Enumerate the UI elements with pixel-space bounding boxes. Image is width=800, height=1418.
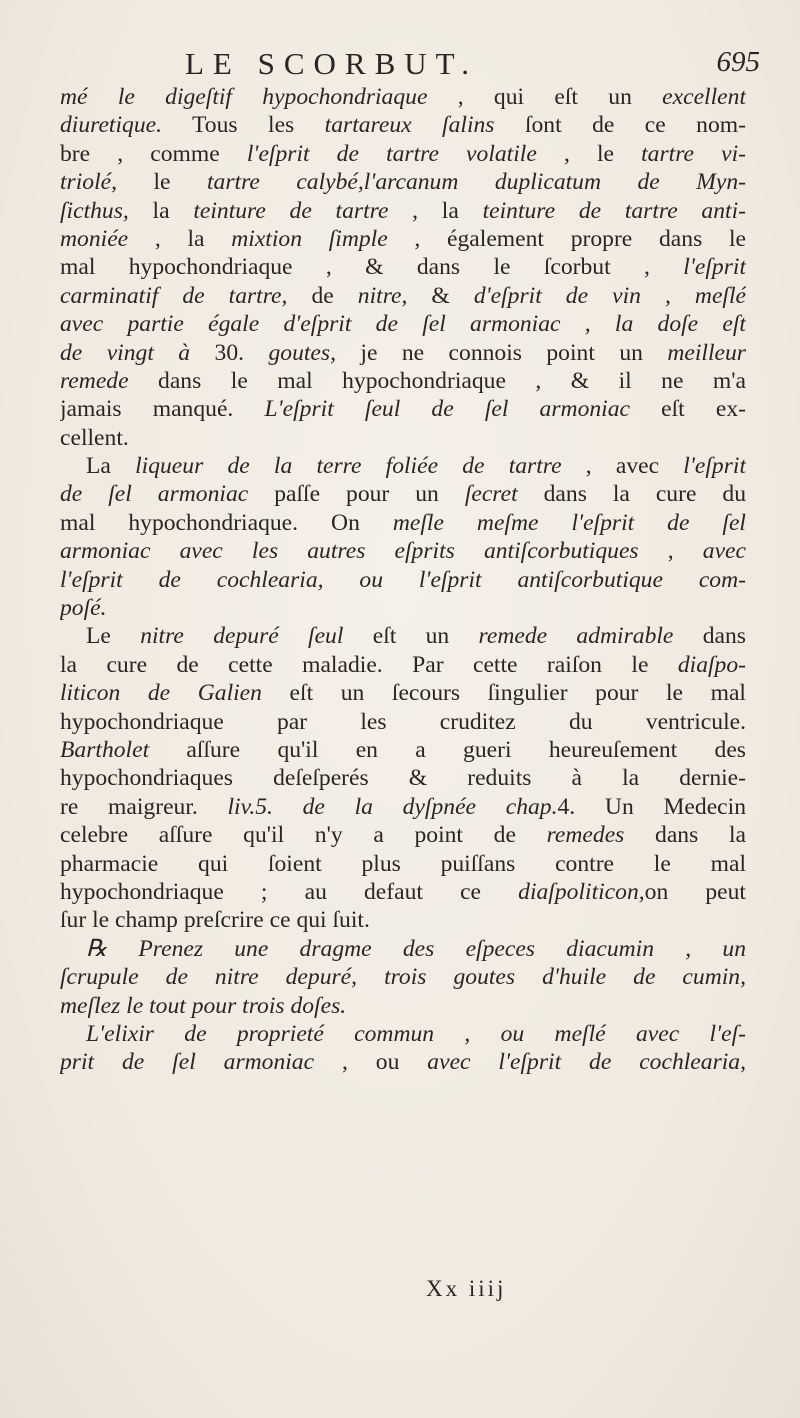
italic-text: L'eſprit ſeul de ſel armoniac (264, 396, 630, 423)
italic-text: nitre, (357, 282, 408, 309)
roman-text: le (117, 169, 207, 196)
page-number: 695 (716, 46, 760, 78)
italic-text: ſecret (464, 481, 518, 508)
text-line (60, 679, 746, 707)
italic-text: l'eſprit (683, 453, 746, 480)
text-line (60, 480, 746, 508)
italic-text: diaſpo- (677, 651, 746, 678)
text-line (60, 992, 746, 1020)
text-line (60, 452, 746, 480)
text-line (60, 310, 746, 338)
italic-text: l'eſprit de cochlearia, ou l'eſprit antiſcorbutique com- (60, 566, 746, 593)
italic-text: carminatif de tartre, (60, 282, 288, 309)
signature-mark: Xx iiij (426, 1276, 507, 1301)
text-line (60, 594, 746, 622)
roman-text: eſt un (343, 623, 479, 650)
text-line (60, 566, 746, 594)
italic-text: liv.5. de la dyſpnée chap. (227, 793, 558, 820)
italic-text: tartre vi- (641, 140, 746, 167)
roman-text: mal hypochondriaque , & dans le ſcorbut , (60, 254, 684, 281)
roman-text: , ou (314, 1049, 428, 1076)
italic-text: remede (60, 367, 129, 394)
italic-text: d'eſprit de vin , meſlé (473, 282, 746, 309)
text-line (60, 509, 746, 537)
roman-text: , (638, 538, 703, 565)
roman-text: paſſe pour un (248, 481, 465, 508)
text-line (60, 736, 746, 764)
italic-text: meſlez le tout pour trois doſes. (60, 992, 347, 1019)
text-line (60, 424, 746, 452)
italic-text: remede admirable (478, 623, 674, 650)
italic-text: goutes, (268, 339, 336, 366)
text-line (60, 1020, 746, 1048)
text-line (60, 906, 746, 934)
roman-text: hypochondriaque ; au defaut ce (60, 878, 519, 905)
roman-text: ſur le champ preſcrire ce qui ſuit. (60, 907, 370, 934)
italic-text: l'eſprit de tartre volatile (246, 140, 537, 167)
italic-text: diaſpoliticon, (518, 878, 645, 905)
text-line (60, 395, 746, 423)
roman-text: cellent. (60, 424, 129, 451)
text-line (60, 821, 746, 849)
italic-text: ſicthus, (60, 197, 129, 224)
text-line (60, 339, 746, 367)
italic-text: ſcrupule de nitre depuré, trois goutes d'huile de cumin, (60, 964, 746, 991)
text-line (60, 225, 746, 253)
roman-text: , la (388, 197, 483, 224)
italic-text: diuretique. (60, 112, 163, 139)
text-line (60, 253, 746, 281)
italic-text: triolé, (60, 169, 118, 196)
roman-text: pharmacie qui ſoient plus puiſſans contre le mal (60, 850, 746, 877)
italic-text: avec l'eſprit de cochlearia, (427, 1049, 746, 1076)
text-line (60, 793, 746, 821)
roman-text: on peut (644, 878, 746, 905)
roman-text: dans la cure du (517, 481, 746, 508)
running-title: LE SCORBUT. (185, 46, 479, 81)
text-line (60, 537, 746, 565)
roman-text: , le (536, 140, 642, 167)
roman-text: de (287, 282, 358, 309)
italic-text: tartre calybé,l'arcanum duplicatum de Myn- (206, 169, 746, 196)
italic-text: moniée (60, 225, 129, 252)
text-line (60, 622, 746, 650)
italic-text: prit de ſel armoniac (60, 1049, 315, 1076)
italic-text: de vingt à (60, 339, 191, 366)
text-line (60, 111, 746, 139)
text-line (60, 83, 746, 111)
italic-text: tartareux ſalins (324, 112, 495, 139)
text-line (60, 651, 746, 679)
roman-text: & (407, 282, 474, 309)
italic-text: teinture de tartre anti- (482, 197, 746, 224)
roman-text: hypochondriaque par les cruditez du ventricule. (60, 708, 746, 735)
body-text (60, 83, 746, 1077)
italic-text: armoniac avec les autres eſprits antiſcorbutiques (60, 538, 639, 565)
italic-text: nitre depuré ſeul (140, 623, 344, 650)
text-line (60, 282, 746, 310)
text-line (60, 168, 746, 196)
italic-text: Bartholet (60, 736, 150, 763)
text-line (60, 367, 746, 395)
roman-text: , qui eſt un (427, 84, 663, 110)
roman-text: dans (673, 623, 746, 650)
roman-text: jamais manqué. (60, 396, 265, 423)
text-line (60, 1048, 746, 1076)
italic-text: avec (702, 538, 746, 565)
roman-text: re maigreur. (60, 793, 228, 820)
text-line (60, 197, 746, 225)
italic-text: teinture de tartre (193, 197, 389, 224)
roman-text: aſſure qu'il en a gueri heureuſement des (149, 736, 746, 763)
text-line (60, 963, 746, 991)
text-line (60, 708, 746, 736)
roman-text: hypochondriaques deſeſperés & reduits à la dernie- (60, 765, 746, 792)
roman-text: bre , comme (60, 140, 247, 167)
italic-text: ℞ Prenez une dragme des eſpeces diacumin , un (86, 935, 746, 962)
roman-text: 30. (190, 339, 269, 366)
roman-text: mal hypochondriaque. On (60, 509, 393, 536)
roman-text: Le (86, 623, 141, 650)
roman-text: La (86, 453, 136, 480)
italic-text: mé le digeſtif hypochondriaque (60, 84, 428, 110)
roman-text: , la (128, 225, 232, 252)
italic-text: l'eſprit (683, 254, 746, 281)
italic-text: meſle meſme l'eſprit de ſel (392, 509, 746, 536)
italic-text: avec partie égale d'eſprit de ſel armoniac , la doſe eſt (60, 311, 746, 338)
roman-text: dans le mal hypochondriaque , & il ne m'a (128, 367, 746, 394)
italic-text: liticon de Galien (60, 680, 262, 707)
roman-text: Tous les (162, 112, 325, 139)
text-line (60, 764, 746, 792)
text-line (60, 850, 746, 878)
roman-text: dans la (624, 822, 746, 849)
roman-text: eſt un ſecours ſingulier pour le mal (261, 680, 746, 707)
roman-text: , également propre dans le (387, 225, 746, 252)
roman-text: je ne connois point un (335, 339, 668, 366)
italic-text: L'elixir de proprieté commun , ou meſlé avec l'eſ- (86, 1020, 746, 1047)
text-line (60, 878, 746, 906)
text-line (60, 140, 746, 168)
italic-text: liqueur de la terre foliée de tartre (135, 453, 562, 480)
italic-text: mixtion ſimple (231, 225, 388, 252)
italic-text: poſé. (60, 595, 107, 622)
italic-text: de ſel armoniac (60, 481, 249, 508)
roman-text: celebre aſſure qu'il n'y a point de (60, 822, 547, 849)
italic-text: remedes (546, 822, 625, 849)
roman-text: 4. Un Medecin (557, 793, 746, 820)
roman-text: ſont de ce nom- (494, 112, 746, 139)
text-line (60, 935, 746, 963)
roman-text: eſt ex- (630, 396, 746, 423)
roman-text: la cure de cette maladie. Par cette raiſon le (60, 651, 678, 678)
page-header (60, 46, 760, 86)
roman-text: la (128, 197, 194, 224)
italic-text: excellent (662, 84, 746, 110)
italic-text: meilleur (667, 339, 746, 366)
roman-text: , avec (561, 453, 684, 480)
signature-mark-row (0, 1276, 800, 1306)
